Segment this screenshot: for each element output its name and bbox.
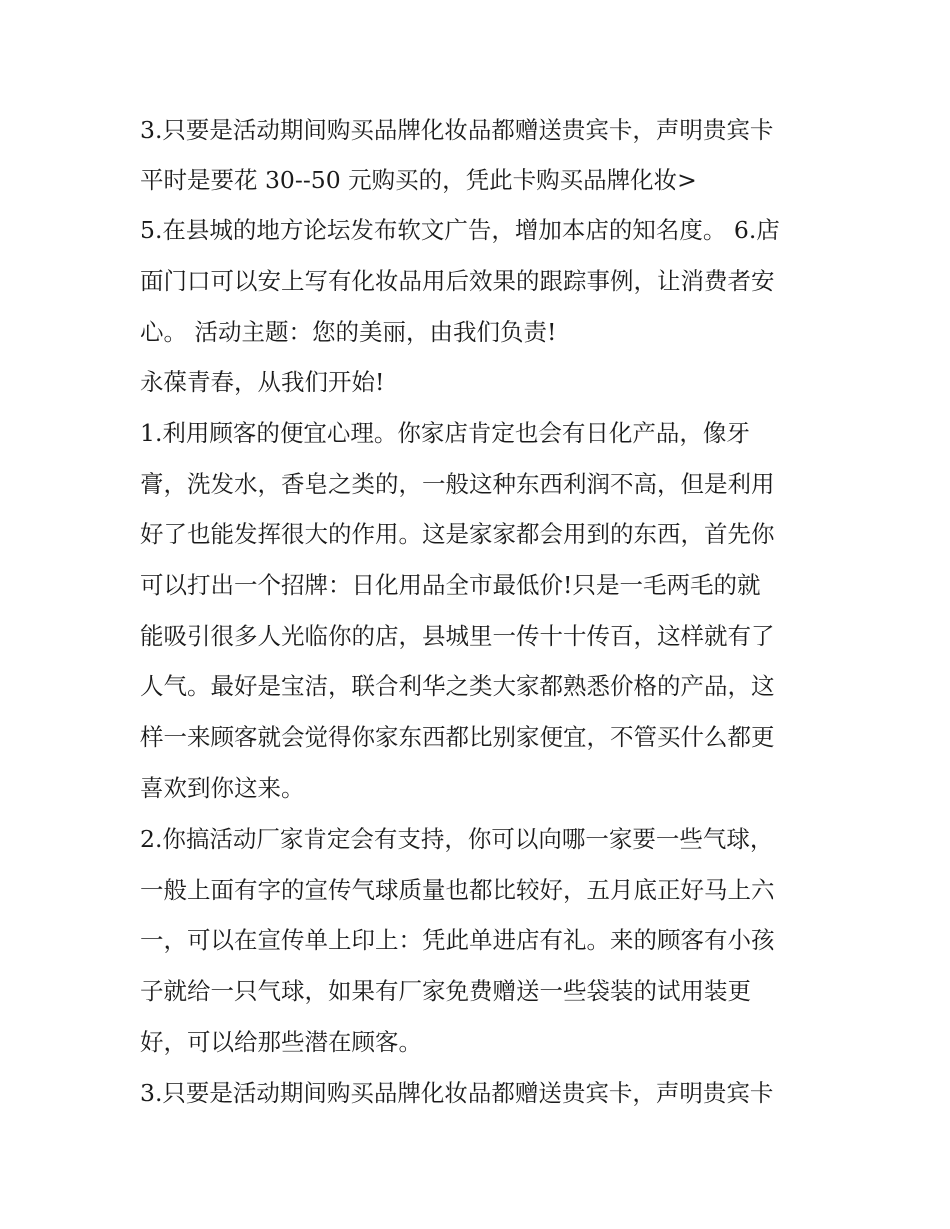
text-line: 3.只要是活动期间购买品牌化妆品都赠送贵宾卡，声明贵宾卡: [140, 116, 774, 144]
text-line: 1.利用顾客的便宜心理。你家店肯定也会有日化产品，像牙: [140, 419, 750, 447]
text-line: 一，可以在宣传单上印上：凭此单进店有礼。来的顾客有小孩: [140, 926, 775, 954]
text-line: 一般上面有字的宣传气球质量也都比较好，五月底正好马上六: [140, 876, 775, 904]
text-line: 心。 活动主题：您的美丽，由我们负责!: [140, 318, 557, 346]
text-line: 永葆青春，从我们开始!: [140, 368, 385, 396]
text-line: 好，可以给那些潜在顾客。: [140, 1028, 422, 1056]
text-line: 5.在县城的地方论坛发布软文广告，增加本店的知名度。 6.店: [140, 216, 780, 244]
text-line: 3.只要是活动期间购买品牌化妆品都赠送贵宾卡，声明贵宾卡: [140, 1079, 774, 1107]
text-line: 能吸引很多人光临你的店，县城里一传十十传百，这样就有了: [140, 622, 775, 650]
text-line: 平时是要花 30--50 元购买的，凭此卡购买品牌化妆>: [140, 166, 697, 194]
text-line: 样一来顾客就会觉得你家东西都比别家便宜，不管买什么都更: [140, 723, 775, 751]
text-line: 2.你搞活动厂家肯定会有支持，你可以向哪一家要一些气球，: [140, 825, 774, 853]
text-line: 喜欢到你这来。: [140, 774, 305, 802]
text-line: 子就给一只气球，如果有厂家免费赠送一些袋装的试用装更: [140, 977, 751, 1005]
text-line: 可以打出一个招牌：日化用品全市最低价!只是一毛两毛的就: [140, 571, 761, 599]
text-line: 膏，洗发水，香皂之类的，一般这种东西利润不高，但是利用: [140, 470, 775, 498]
text-line: 面门口可以安上写有化妆品用后效果的跟踪事例，让消费者安: [140, 267, 775, 295]
text-line: 人气。最好是宝洁，联合利华之类大家都熟悉价格的产品，这: [140, 672, 775, 700]
text-line: 好了也能发挥很大的作用。这是家家都会用到的东西，首先你: [140, 520, 775, 548]
